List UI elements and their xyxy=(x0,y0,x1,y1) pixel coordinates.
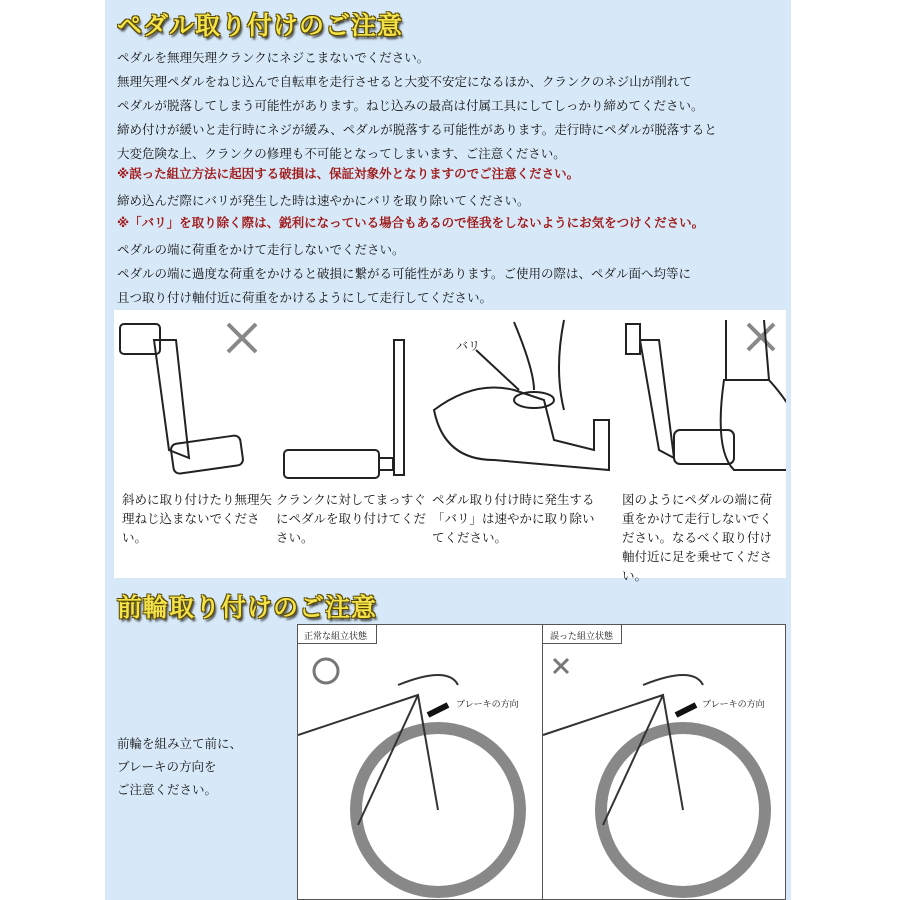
brake-arrow-icon xyxy=(428,705,448,715)
pedal-text-line: 締め付けが緩いと走行時にネジが緩み、ペダルが脱落する可能性があります。走行時にペダルが脱落すると xyxy=(117,122,717,137)
pedal-text-line: ペダルを無理矢理クランクにネジこまないでください。 xyxy=(117,50,430,65)
pedal-drawings xyxy=(114,310,786,488)
caption-load: 図のようにペダルの端に荷重をかけて走行しないでください。なるべく取り付け軸付近に足を乗せてください。 xyxy=(622,492,773,583)
brake-label: ブレーキの方向 xyxy=(702,700,765,710)
correct-label: 正常な組立状態 xyxy=(304,632,368,642)
wheel-illustration xyxy=(297,624,786,900)
pedal-illustrations xyxy=(114,310,786,583)
pedal-text-line: 且つ取り付け軸付近に荷重をかけるようにして走行してください。 xyxy=(117,290,493,305)
warranty-warning: ※誤った組立方法に起因する破損は、保証対象外となりますのでご注意ください。 xyxy=(117,166,580,181)
wrong-mark-icon xyxy=(228,324,256,352)
bike-drawings xyxy=(298,625,785,899)
correct-mark-icon xyxy=(314,659,338,683)
wheel-side-text xyxy=(117,732,242,801)
wheel-side-line: ご注意ください。 xyxy=(117,782,218,797)
pedal-drawing xyxy=(284,450,379,478)
pedal-text-line: ペダルが脱落してしまう可能性があります。ねじ込みの最高は付属工具にしてしっかり締めてください。 xyxy=(117,98,704,113)
burr-label: バリ xyxy=(456,339,481,353)
caption-straight: クランクに対してまっすぐにペダルを取り付けてください。 xyxy=(276,492,427,545)
wheel-side-line: 前輪を組み立て前に、 xyxy=(117,736,243,751)
wheel-side-line: ブレーキの方向を xyxy=(117,759,217,774)
pedal-text-line: ペダルの端に過度な荷重をかけると破損に繋がる可能性があります。ご使用の際は、ペダル面へ均等に xyxy=(117,266,692,281)
pedal-text-line: 無理矢理ペダルをねじ込んで自転車を走行させると大変不安定になるほか、クランクのネジ山が削れて xyxy=(117,74,692,89)
wrong-label: 誤った組立状態 xyxy=(550,632,614,642)
pedal-section-title: ペダル取り付けのご注意 xyxy=(117,11,404,40)
wheel-section-title: 前輪取り付けのご注意 xyxy=(117,593,378,622)
burr-warning: ※「バリ」を取り除く際は、鋭利になっている場合もあるので怪我をしないようにお気をつけください。 xyxy=(117,215,705,230)
brake-label: ブレーキの方向 xyxy=(456,700,519,710)
wrong-mark-icon xyxy=(748,324,774,350)
pedal-text-line: 締め込んだ際にバリが発生した時は速やかにバリを取り除いてください。 xyxy=(117,193,530,208)
wrong-mark-icon xyxy=(554,659,568,673)
caption-diagonal: 斜めに取り付けたり無理矢理ねじ込まないでください。 xyxy=(122,492,273,545)
brake-arrow-icon xyxy=(676,705,696,715)
pedal-text-line: ペダルの端に荷重をかけて走行しないでください。 xyxy=(117,242,405,257)
pedal-text-line: 大変危険な上、クランクの修理も不可能となってしまいます、ご注意ください。 xyxy=(117,146,566,161)
caption-burr: ペダル取り付け時に発生する「バリ」は速やかに取り除いてください。 xyxy=(432,492,595,545)
